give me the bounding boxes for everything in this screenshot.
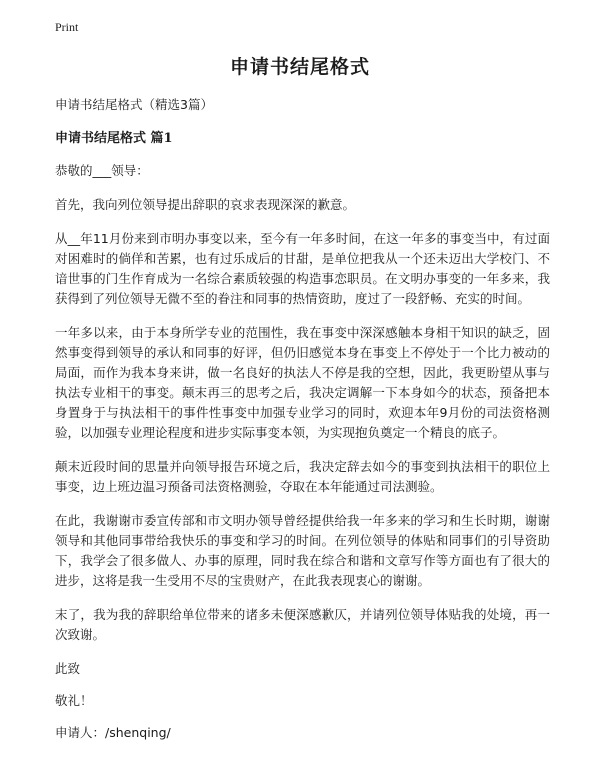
document-subtitle: 申请书结尾格式（精选3篇） [55,97,213,112]
paragraph: 末了，我为我的辞职给单位带来的诸多未便深感歉仄，并请列位领导体贴我的处境，再一次致谢。 [55,607,550,642]
document-body [55,95,550,755]
salutation: 恭敬的___领导： [55,163,149,178]
print-link[interactable]: Print [55,20,79,34]
paragraph: 一年多以来，由于本身所学专业的范围性，我在事变中深深感触本身相干知识的缺乏，固然事变得到领导的承认和同事的好评，但仍旧感觉本身在事变上不停处于一个比力被动的局面，而作为我本身来讲，做一名良好的执法人不停是我的空想，因此，我更盼望从事与执法专业相干的事变。颠末再三的思考之后，我决定调解一下本身如今的状态，预备把本身置身于与执法相干的事件性事变中加强专业学习的同时，欢迎本年9月份的司法资格测验，以加强专业理论程度和进步实际事变本领，为实现抱负奠定一个精良的底子。 [55,325,550,440]
paragraph: 从__年11月份来到市明办事变以来，至今有一年多时间，在这一年多的事变当中，有过面对困难时的倘佯和苦累，也有过乐成后的甘甜，是单位把我从一个还未迈出大学校门、不谙世事的门生作育成为一名综合素质较强的构造事恋职员。在文明办事变的一年多来，我获得到了列位领导无微不至的眷注和同事的热情资助，度过了一段舒畅、充实的时间。 [55,231,550,306]
paragraph: 首先，我向列位领导提出辞职的哀求表现深深的歉意。 [55,197,356,212]
section-heading: 申请书结尾格式 篇1 [55,131,173,146]
closing-line: 此致 [55,661,81,676]
paragraph: 颠末近段时间的思量并向领导报告环境之后，我决定辞去如今的事变到执法相干的职位上事变，边上班边温习预备司法资格测验，夺取在本年能通过司法测验。 [55,459,550,494]
paragraph: 在此，我谢谢市委宣传部和市文明办领导曾经提供给我一年多来的学习和生长时期，谢谢领导和其他同事带给我快乐的事变和学习的时间。在列位领导的体贴和同事们的引导资助下，我学会了很多做人、办事的原理，同时我在综合和谐和文章写作等方面也有了很大的进步，这将是我一生受用不尽的宝贵财产，在此我表现衷心的谢谢。 [55,513,550,588]
document-title: 申请书结尾格式 [229,56,370,78]
closing-salute: 敬礼！ [55,693,93,708]
signature-line: 申请人：/shenqing/ [55,725,171,740]
